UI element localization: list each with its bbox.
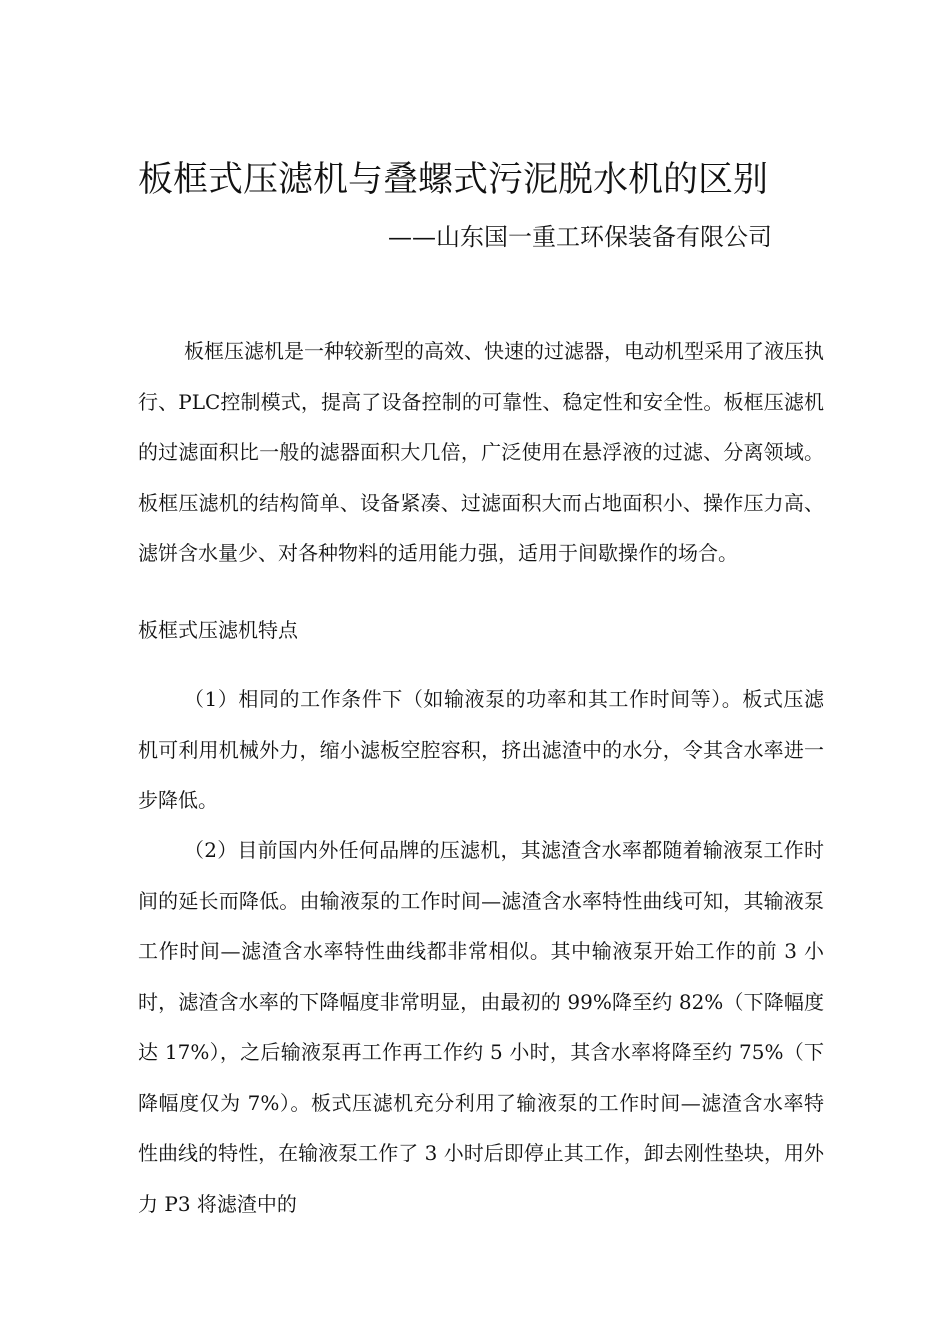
document-title: 板框式压滤机与叠螺式污泥脱水机的区别 (138, 160, 769, 200)
section-heading: 板框式压滤机特点 (138, 618, 298, 642)
feature-paragraph-1: （1）相同的工作条件下（如输液泵的功率和其工作时间等）。板式压滤机可利用机械外力，缩小滤板空腔容积，挤出滤渣中的水分，令其含水率进一步降低。 (138, 687, 824, 812)
intro-paragraph: 板框压滤机是一种较新型的高效、快速的过滤器，电动机型采用了液压执行、PLC控制模式，提高了设备控制的可靠性、稳定性和安全性。板框压滤机的过滤面积比一般的滤器面积大几倍，广泛使用在悬浮液的过滤、分离领域。板框压滤机的结构简单、设备紧凑、过滤面积大而占地面积小、操作压力高、滤饼含水量少、对各种物料的适用能力强，适用于间歇操作的场合。 (138, 339, 824, 565)
document-subtitle: ——山东国一重工环保装备有限公司 (388, 223, 772, 251)
feature-paragraph-2: （2）目前国内外任何品牌的压滤机，其滤渣含水率都随着输液泵工作时间的延长而降低。由输液泵的工作时间—滤渣含水率特性曲线可知，其输液泵工作时间—滤渣含水率特性曲线都非常相似。其中输液泵开始工作的前 3 小时，滤渣含水率的下降幅度非常明显，由最初的 99%降至约 82%（下降幅度达 17%），之后输液泵再工作再工作约 5 小时，其含水率将降至约 75%（下降幅度仅为 7%）。板式压滤机充分利用了输液泵的工作时间—滤渣含水率特性曲线的特性，在输液泵工作了 3 小时后即停止其工作，卸去刚性垫块，用外力 P3 将滤渣中的 (138, 838, 824, 1216)
